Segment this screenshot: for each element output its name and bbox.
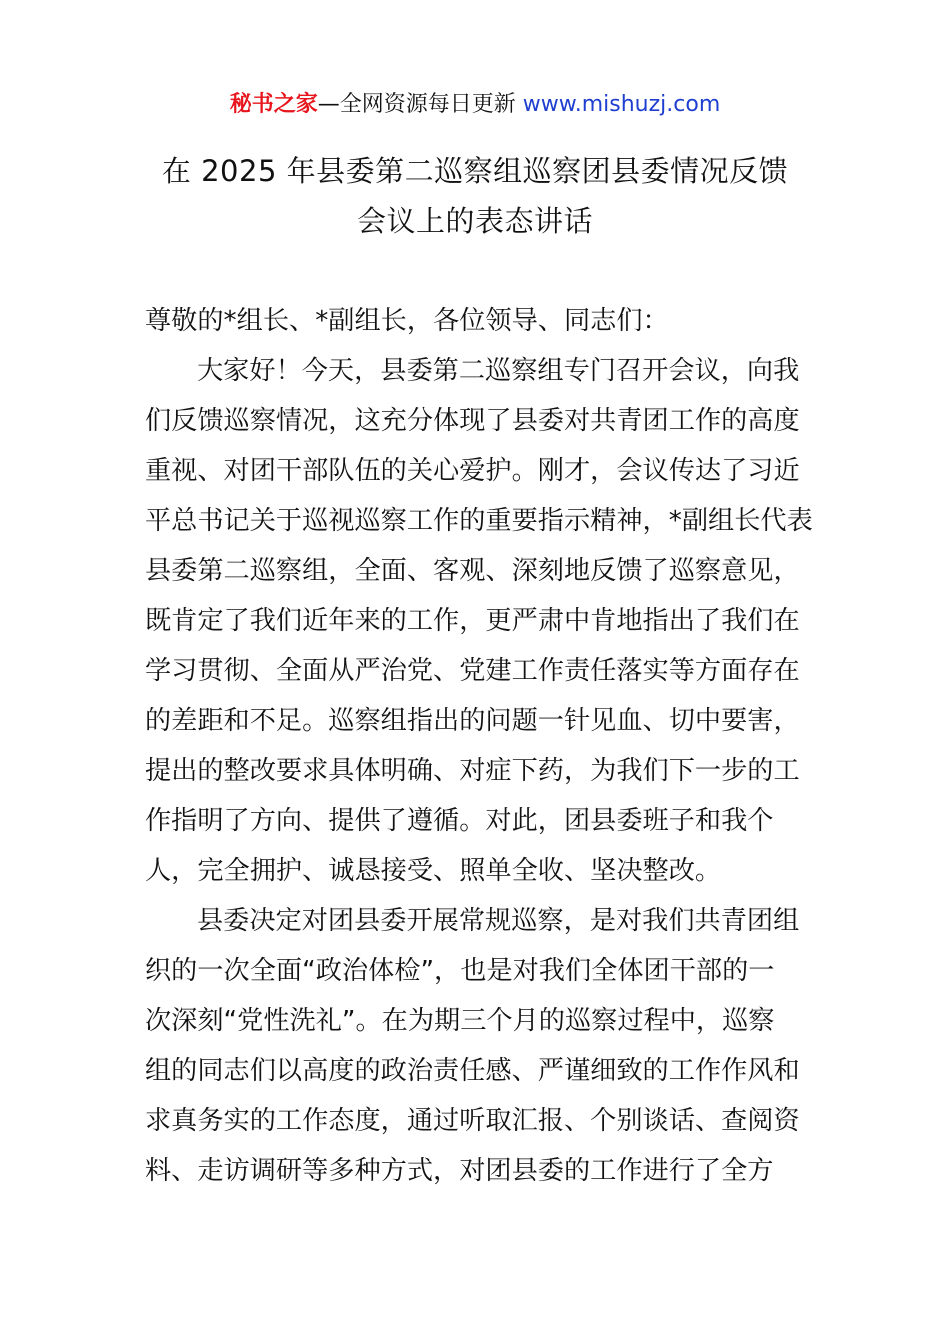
body-line: 织的一次全面“政治体检”，也是对我们全体团干部的一 xyxy=(145,956,775,986)
document-body xyxy=(145,296,813,1196)
body-line: 们反馈巡察情况，这充分体现了县委对共青团工作的高度 xyxy=(145,406,800,436)
document-title xyxy=(140,146,810,246)
body-line: 次深刻“党性洗礼”。在为期三个月的巡察过程中，巡察 xyxy=(145,1006,775,1036)
body-line: 的差距和不足。巡察组指出的问题一针见血、切中要害， xyxy=(145,706,800,736)
body-line: 求真务实的工作态度，通过听取汇报、个别谈话、查阅资 xyxy=(145,1106,800,1136)
body-line: 县委决定对团县委开展常规巡察，是对我们共青团组 xyxy=(197,906,800,936)
body-line: 大家好！今天，县委第二巡察组专门召开会议，向我 xyxy=(197,356,800,386)
body-line: 既肯定了我们近年来的工作，更严肃中肯地指出了我们在 xyxy=(145,606,800,636)
site-url-link[interactable]: www.mishuzj.com xyxy=(522,92,721,117)
body-line: 重视、对团干部队伍的关心爱护。刚才，会议传达了习近 xyxy=(145,456,800,486)
site-header xyxy=(0,88,950,122)
body-line: 县委第二巡察组，全面、客观、深刻地反馈了巡察意见， xyxy=(145,556,800,586)
body-line: 料、走访调研等多种方式，对团县委的工作进行了全方 xyxy=(145,1156,774,1186)
title-line: 会议上的表态讲话 xyxy=(356,204,593,238)
body-line: 组的同志们以高度的政治责任感、严谨细致的工作作风和 xyxy=(145,1056,800,1086)
title-line: 在 2025 年县委第二巡察组巡察团县委情况反馈 xyxy=(161,154,789,188)
body-line: 平总书记关于巡视巡察工作的重要指示精神，*副组长代表 xyxy=(145,506,813,536)
body-line: 作指明了方向、提供了遵循。对此，团县委班子和我个 xyxy=(145,806,774,836)
body-line: 提出的整改要求具体明确、对症下药，为我们下一步的工 xyxy=(145,756,800,786)
body-line: 学习贯彻、全面从严治党、党建工作责任落实等方面存在 xyxy=(145,656,800,686)
salutation-line: 尊敬的*组长、*副组长，各位领导、同志们： xyxy=(145,306,669,336)
site-tagline: —全网资源每日更新 xyxy=(317,92,516,117)
site-brand: 秘书之家 xyxy=(229,92,318,117)
body-line: 人，完全拥护、诚恳接受、照单全收、坚决整改。 xyxy=(145,856,722,886)
